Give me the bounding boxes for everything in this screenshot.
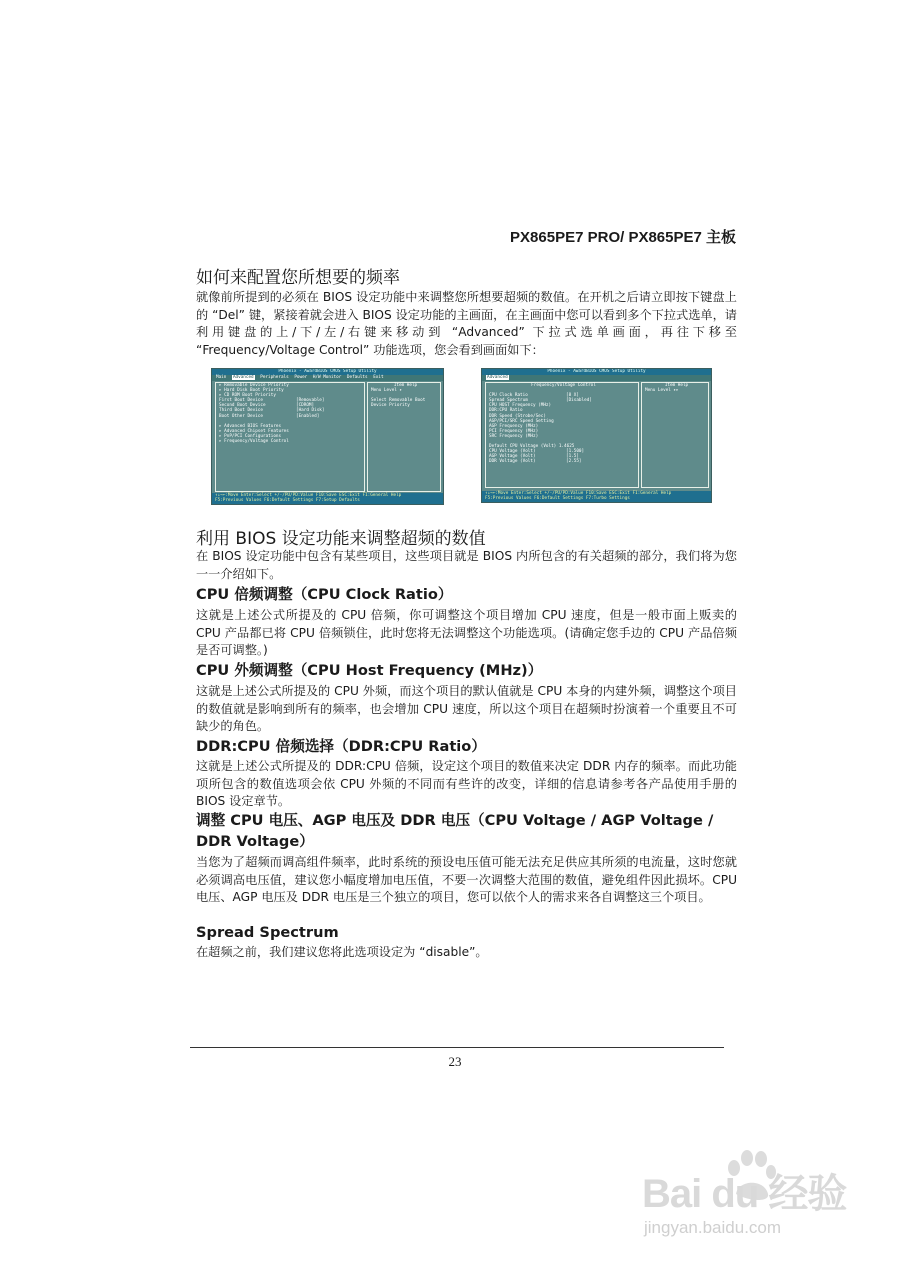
bios1-menu-main: Main <box>216 375 227 380</box>
bios2-item: DDR Voltage (Volt) [2.55] <box>489 459 582 465</box>
bios2-menubar <box>482 375 711 381</box>
bios2-item: CPU Voltage (Volt) [1.500] <box>489 449 585 455</box>
bios1-help-title: Item Help <box>393 383 418 388</box>
bios1-help-line: Device Priority <box>371 403 410 409</box>
bios2-help-line: Menu Level ▸▸ <box>645 388 679 394</box>
bios1-title: Phoenix - AwardBIOS CMOS Setup Utility <box>212 369 443 375</box>
paragraph-cpu-host-frequency: 这就是上述公式所提及的 CPU 外频，而这个项目的默认值就是 CPU 本身的内建外频，调整这个项目的数值就是影响到所有的频率，也会增加 CPU 速度，所以这个项目在超频时扮演着一个重要且不可缺少的角色。 <box>196 684 737 733</box>
baidu-jingyan-watermark <box>642 1148 852 1248</box>
bios1-item: ▸ CD ROM Boot Priority <box>219 393 276 399</box>
watermark-brand: Bai du 经验 <box>642 1172 847 1216</box>
bios2-item: Spread Spectrum [Disabled] <box>489 398 592 404</box>
paragraph-spread-spectrum: 在超频之前，我们建议您将此选项设定为 “disable”。 <box>196 945 488 959</box>
bios2-item: AGP Voltage (Volt) [1.5] <box>489 454 579 460</box>
heading-ddr-cpu-ratio: DDR:CPU 倍频选择（DDR:CPU Ratio） <box>196 738 486 755</box>
bios2-panel-title: Frequency/Voltage Control <box>531 383 596 388</box>
bios1-help-line: Select Removable Boot <box>371 398 426 404</box>
bios1-item: ▸ Advanced BIOS Features <box>219 423 282 429</box>
bios1-menu-power: Power <box>294 375 308 380</box>
paragraph-voltage-adjust: 当您为了超频而调高组件频率，此时系统的预设电压值可能无法充足供应其所须的电流量，这时您就必须调高电压值，建议您小幅度增加电压值，不要一次调整大范围的数值，避免组件因此损坏。CPU 电压、AGP 电压及 DDR 电压是三个独立的项目，您可以依个人的需求来各自调整这三个项目。 <box>196 855 737 904</box>
bios2-key-legend-line: F5:Previous Values F6:Default Settings F7:Turbo Settings <box>485 496 630 502</box>
bios1-menubar <box>212 375 443 381</box>
bios1-item: ▸ PnP/PCI Configurations <box>219 433 282 439</box>
paragraph-cpu-clock-ratio: 这就是上述公式所提及的 CPU 倍频，你可调整这个项目增加 CPU 速度，但是一般市面上贩卖的 CPU 产品都已将 CPU 倍频锁住，此时您将无法调整这个功能选项。(请确定您手边的 CPU 产品倍频是否可调整。) <box>196 608 737 657</box>
bios1-item: ▸ Frequency/Voltage Control <box>219 439 289 445</box>
bios2-help-panel <box>641 382 709 488</box>
bios2-item: CPU Clock Ratio [8 X] <box>489 393 579 399</box>
bios2-item: AGP Frequency (MHz) <box>489 423 539 429</box>
bios1-item: Second Boot Device [CDROM] <box>219 403 315 409</box>
footer-divider <box>190 1047 724 1048</box>
bios1-key-legend-line: F5:Previous Values F6:Default Settings F7:Setup Defaults <box>215 498 360 504</box>
heading-spread-spectrum: Spread Spectrum <box>196 924 339 941</box>
bios-screenshot-frequency-voltage <box>481 368 712 503</box>
section-title-configure-frequency: 如何来配置您所想要的频率 <box>196 268 400 288</box>
bios1-menu-advanced: Advanced <box>232 375 254 380</box>
bios1-item: ▸ Hard Disk Boot Priority <box>219 388 284 394</box>
section-paragraph-bios-overclock: 在 BIOS 设定功能中包含有某些项目，这些项目就是 BIOS 内所包含的有关超频的部分，我们将为您一一介绍如下。 <box>196 549 737 581</box>
bios1-help-line: Menu Level ▸ <box>371 388 403 394</box>
bios1-item: ▸ Advanced Chipset Features <box>219 428 289 434</box>
bios2-item: DDR Speed (Strobe/Sec) <box>489 413 546 419</box>
section-paragraph-configure: 就像前所提到的必须在 BIOS 设定功能中来调整您所想要超频的数值。在开机之后请立即按下键盘上的 “Del” 键，紧接着就会进入 BIOS 设定功能的主画面，在主画面中您可以看到多个下拉式选单，请利用键盘的上/下/左/右键来移动到 “Advanced” 下拉式选单画面，再往下移至 “Frequency/Voltage Control” 功能选项，您会看到画面如下： <box>196 290 737 357</box>
bios1-item: First Boot Device [Removable] <box>219 398 325 404</box>
bios1-menu-peripherals: Peripherals <box>260 375 289 380</box>
paragraph-ddr-cpu-ratio: 这就是上述公式所提及的 DDR:CPU 倍频，设定这个项目的数值来决定 DDR 内存的频率。而此功能项所包含的数值选项会依 CPU 外频的不同而有些许的改变，详细的信息请参考各产品使用手册的 BIOS 设定章节。 <box>196 759 737 808</box>
bios1-menu-hw-monitor: H/W Monitor <box>312 375 342 380</box>
bios2-key-legend <box>482 491 711 502</box>
bios2-help-title: Item Help <box>664 383 689 388</box>
bios2-item: AGP/PCI/SRC Speed Setting <box>489 418 554 424</box>
bios2-title: Phoenix - AwardBIOS CMOS Setup Utility <box>482 369 711 375</box>
heading-cpu-host-frequency: CPU 外频调整（CPU Host Frequency (MHz)） <box>196 662 543 679</box>
bios1-key-legend <box>212 493 443 504</box>
bios2-item: PCI Frequency (MHz) <box>489 428 539 434</box>
bios1-menu-exit: Exit <box>373 375 384 380</box>
bios2-item: CPU HOST Frequency (MHz) <box>489 403 552 409</box>
bios1-item: Boot Other Device [Enabled] <box>219 413 320 419</box>
bios1-key-legend-line: ↑↓→←:Move Enter:Select +/-/PU/PD:Value F10:Save ESC:Exit F1:General Help <box>215 493 402 498</box>
bios2-item-list <box>485 382 639 488</box>
watermark-url: jingyan.baidu.com <box>644 1218 782 1237</box>
document-header: PX865PE7 PRO/ PX865PE7 主板 <box>510 229 736 246</box>
bios1-item: Third Boot Device [Hard Disk] <box>219 408 325 414</box>
bios1-item-list <box>215 382 365 492</box>
section-title-bios-overclock: 利用 BIOS 设定功能来调整超频的数值 <box>196 529 486 549</box>
heading-voltage-adjust: 调整 CPU 电压、AGP 电压及 DDR 电压（CPU Voltage / AGP Voltage / DDR Voltage） <box>196 812 714 850</box>
bios2-item: DDR:CPU Ratio <box>489 408 523 414</box>
bios2-key-legend-line: ↑↓→←:Move Enter:Select +/-/PU/PD:Value F10:Save ESC:Exit F1:General Help <box>485 491 672 496</box>
heading-cpu-clock-ratio: CPU 倍频调整（CPU Clock Ratio） <box>196 586 453 603</box>
bios2-menu-advanced: Advanced <box>487 375 508 380</box>
bios2-item: SRC Frequency (MHz) <box>489 433 539 439</box>
bios1-menu-defaults: Defaults <box>346 375 368 380</box>
bios1-item: ▸ Removable Device Priority <box>219 383 289 388</box>
bios2-item: Default CPU Voltage (Volt) 1.4625 <box>489 444 575 450</box>
bios1-help-panel <box>367 382 441 492</box>
page-number: 23 <box>448 1054 462 1069</box>
bios-screenshot-advanced-menu <box>211 368 444 505</box>
